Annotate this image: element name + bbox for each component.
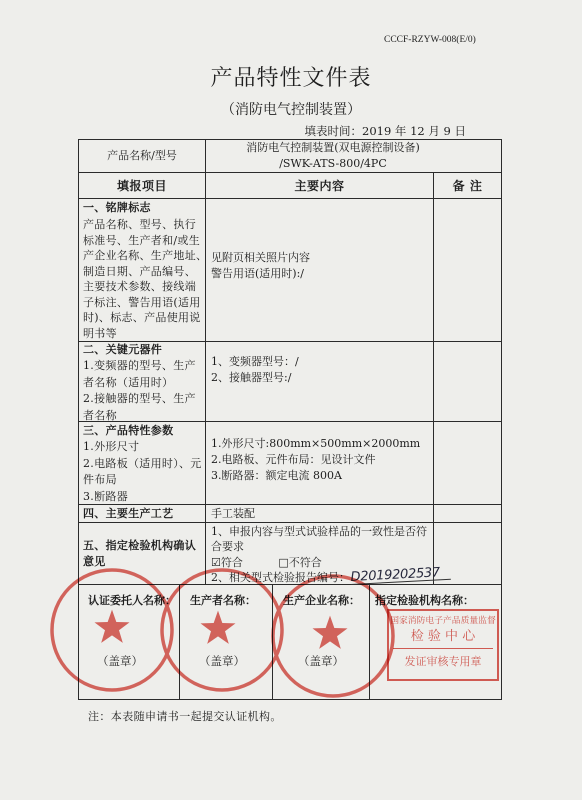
section-process-remark: [434, 505, 501, 523]
signature-producer: [180, 585, 273, 699]
section-parameters-content: [206, 422, 434, 505]
signature-label: 生产企业名称：: [283, 594, 360, 607]
content-line: 手工装配: [211, 506, 255, 520]
item-line: 者名称: [83, 408, 117, 422]
item-line: 2.接触器的型号、生产: [83, 392, 196, 405]
item-line: 1.外形尺寸: [83, 440, 140, 453]
section-confirmation-item: [79, 523, 206, 585]
section-nameplate-item: [79, 199, 206, 342]
item-line: 标准号、生产者和/或生: [83, 233, 201, 247]
item-line: 产品名称、型号、执行: [83, 218, 196, 231]
section-confirmation-remark: [434, 523, 501, 585]
section-heading: 一、铭牌标志: [83, 201, 151, 214]
item-line: 3.断路器: [83, 489, 128, 503]
item-line: 子标注、警告用语(适用: [83, 295, 201, 309]
product-model: /SWK-ATS-800/4PC: [279, 157, 387, 170]
fill-date: 填表时间：2019 年 12 月 9 日: [304, 124, 466, 138]
product-label: 产品名称/型号: [107, 149, 177, 162]
unchecked-box-icon: □: [278, 555, 289, 569]
content-line: 2、接触器型号:/: [211, 371, 292, 384]
header-item-label: 填报项目: [116, 179, 167, 193]
content-line: 见附页相关照片内容: [211, 251, 310, 264]
section-process-content: [206, 505, 434, 523]
stamp-line: 检 验 中 心: [410, 629, 476, 644]
item-line: 者名称（适用时）: [83, 375, 174, 389]
section-components-content: [206, 342, 434, 422]
item-line: 主要技术参数、接线端: [83, 280, 196, 293]
report-number-label: 2、相关型式检验报告编号：: [211, 570, 350, 584]
report-number-handwritten: D2019202537: [350, 566, 451, 585]
product-value-cell: [206, 140, 501, 173]
option-nonconform-label: 不符合: [288, 555, 322, 569]
header-item: [79, 173, 206, 199]
seal-placeholder: （盖章）: [97, 654, 143, 668]
header-content-label: 主要内容: [294, 179, 345, 193]
section-confirmation-content: [206, 523, 441, 586]
content-line: 3.断路器：额定电流 800A: [211, 469, 342, 482]
stamp-line: 发证审核专用章: [404, 655, 482, 668]
header-content: [206, 173, 434, 199]
signature-applicant: [79, 585, 180, 699]
seal-placeholder: （盖章）: [298, 654, 344, 668]
header-remark-label: 备 注: [452, 179, 483, 193]
section-heading: 三、产品特性参数: [83, 424, 174, 437]
section-heading: 五、指定检验机构确认: [83, 539, 196, 552]
section-parameters-remark: [434, 422, 501, 505]
signature-label: 生产者名称：: [190, 594, 256, 607]
section-components-item: [79, 342, 206, 422]
item-line: 明书等: [83, 326, 117, 340]
content-line: 合要求: [211, 540, 244, 554]
section-components-remark: [434, 342, 501, 422]
section-heading: 意见: [83, 554, 106, 568]
section-nameplate-remark: [434, 199, 501, 342]
section-nameplate-content: [206, 199, 434, 342]
section-process-item: [79, 505, 206, 523]
footer-note: 注：本表随申请书一起提交认证机构。: [88, 710, 282, 723]
content-line: 1.外形尺寸:800mm×500mm×2000mm: [211, 437, 421, 450]
item-line: 时)、标志、产品使用说: [83, 311, 201, 324]
page-title: 产品特性文件表: [210, 66, 372, 91]
section-heading: 四、主要生产工艺: [83, 506, 174, 520]
item-line: 2.电路板（适用时）、元: [83, 456, 202, 470]
item-line: 制造日期、产品编号、: [83, 264, 196, 278]
section-heading: 二、关键元器件: [83, 343, 163, 356]
signature-label: 指定检验机构名称：: [375, 594, 474, 607]
item-line: 1.变频器的型号、生产: [83, 359, 196, 372]
content-line: 警告用语(适用时):/: [211, 267, 304, 280]
option-conform-label: 符合: [220, 555, 243, 569]
product-name: 消防电气控制装置(双电源控制设备): [246, 141, 420, 154]
document-code: CCCF-RZYW-008(E/0): [384, 35, 476, 45]
item-line: 产企业名称、生产地址、: [83, 249, 208, 262]
content-line: 1、变频器型号：/: [211, 355, 299, 368]
content-line: 2.电路板、元件布局：见设计文件: [211, 453, 376, 466]
stamp-line: 国家消防电子产品质量监督: [390, 616, 496, 626]
seal-placeholder: （盖章）: [199, 654, 245, 668]
page-subtitle: （消防电气控制装置）: [221, 102, 361, 118]
signature-manufacturer: [273, 585, 370, 699]
header-remark: [434, 173, 501, 199]
product-label-cell: [79, 140, 206, 173]
item-line: 件布局: [83, 473, 117, 486]
section-parameters-item: [79, 422, 206, 505]
inspection-center-stamp: [387, 609, 499, 681]
report-number-line: [211, 565, 441, 586]
checked-box-icon: ☑: [211, 555, 221, 569]
signature-label: 认证委托人名称：: [88, 594, 176, 607]
content-line: 1、申报内容与型式试验样品的一致性是否符: [211, 525, 427, 538]
